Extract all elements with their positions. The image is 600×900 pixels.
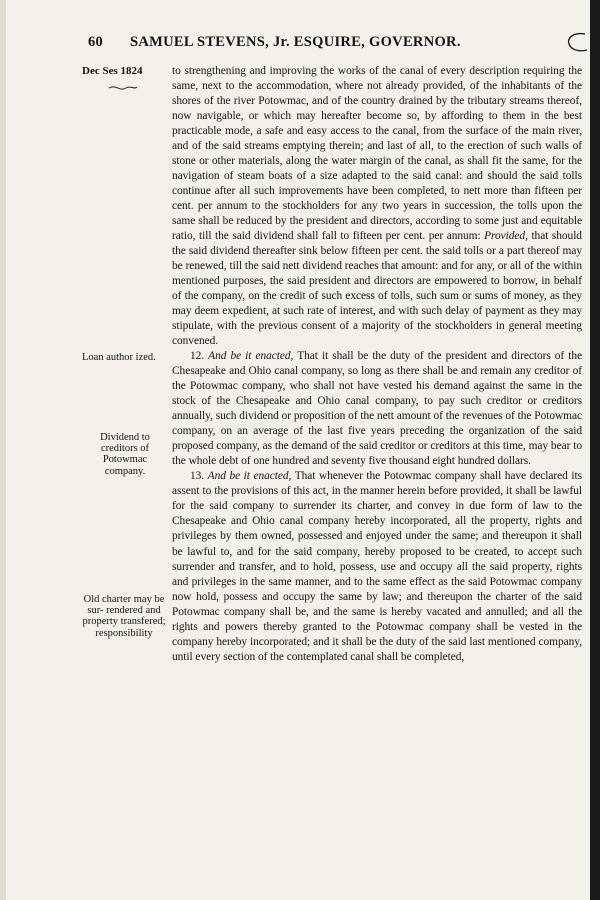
body-text <box>172 64 582 665</box>
section-text: That it shall be the duty of the president and directors of the Chesapeake and Ohio canal company, so long as there shall be and remain any creditor of the Potowmac company, who shall not have vested his demand against the same in the stock of the Chesapeake and Ohio canal company, to pay such creditor or creditors annually, such dividend or proposition of the nett amount of the revenues of the Potowmac company, on an average of the last five years preceding the organization of the said proposed company, as the demand of the said creditor or creditors at this time, may bear to the whole debt of one hundred and seventy five thousand eight hundred dollars. <box>172 350 583 468</box>
margin-note-charter: Old charter may be sur- rendered and property transfered; responsibility <box>82 594 166 639</box>
section-number: 12. <box>190 350 205 363</box>
page-number: 60 <box>88 34 104 50</box>
margin-note-dividend: Dividend to creditors of Potowmac company. <box>100 432 150 477</box>
section-12 <box>172 349 582 469</box>
section-number: 13. <box>190 470 205 483</box>
margin-note-date: Dec Ses 1824 <box>82 65 143 77</box>
flourish-icon <box>108 84 138 92</box>
paragraph-text: that should the said dividend thereafter sink below fifteen per cent. the said tolls or a part thereof may be renewed, till the said nett dividend reaches that amount: and for any, or all of the within mentioned purposes, the said president and directors are empowered to borrow, in behalf of the company, on the credit of such excess of tolls, such sum or sums of money, as they may deem expedient, at such rate of interest, and with such delay of payment as they may stipulate, with the previous consent of a majority of the stockholders in general meeting convened. <box>172 230 582 348</box>
paragraph-text: to strengthening and improving the works of the canal of every description requiring the same, next to the accommodation, where not already provided, of the inhabitants of the shores of the river Potowmac, and of the country drained by the tributary streams thereof, now navigable, or which may hereafter become so, by affording to them in the best practicable mode, a safe and easy access to the canal, from the surface of the main river, and of the said streams emptying therein; and last of all, to the erection of such walls of stone or other materials, along the water margin of the canal, as shall fit the same, for the navigation of steam boats of a size adapted to the said canal: and should the said tolls continue after all such improvements have been completed, to nett more than fifteen per cent. per annum to the stockholders for any two years in succession, the tolls upon the same shall be reduced by the president and directors, according to some just and equitable ratio, till the said dividend shall fall to fifteen per cent. per annum: <box>172 65 582 243</box>
enacting-clause: And be it enacted, <box>207 470 292 483</box>
page-right-edge <box>590 0 600 900</box>
curl-flourish-icon <box>563 30 591 56</box>
proviso-word: Provided, <box>484 230 528 243</box>
page-header <box>88 34 574 56</box>
paragraph-continuation <box>172 64 582 349</box>
running-title: SAMUEL STEVENS, Jr. ESQUIRE, GOVERNOR. <box>130 34 461 50</box>
section-13 <box>172 469 582 664</box>
margin-note-loan: Loan author ized. <box>82 352 156 363</box>
section-text: That whenever the Potowmac company shall have declared its assent to the provisions of this act, in the manner herein before provided, it shall be lawful for the said company to surrender its charter, and convey in due form of law to the Chesapeake and Ohio canal company hereby incorporated, all the property, rights and privileges by them owned, possessed and enjoyed under the same; and thereupon it shall be lawful to, and for the said company, hereby proposed to be created, to accept such surrender and transfer, and to hold, possess, use and occupy all the said property, rights and privileges in the same manner, and to the same effect as the said Potowmac company now hold, possess and occupy the same by law; and thereupon the charter of the said Potowmac company shall be, and the same is hereby vacated and annulled; and all the rights and powers thereby granted to the Potowmac company shall be vested in the company hereby incorporated; and it shall be the duty of the said last mentioned company, until every section of the contemplated canal shall be completed, <box>172 470 582 663</box>
enacting-clause: And be it enacted, <box>208 350 294 363</box>
page-left-edge <box>0 0 6 900</box>
